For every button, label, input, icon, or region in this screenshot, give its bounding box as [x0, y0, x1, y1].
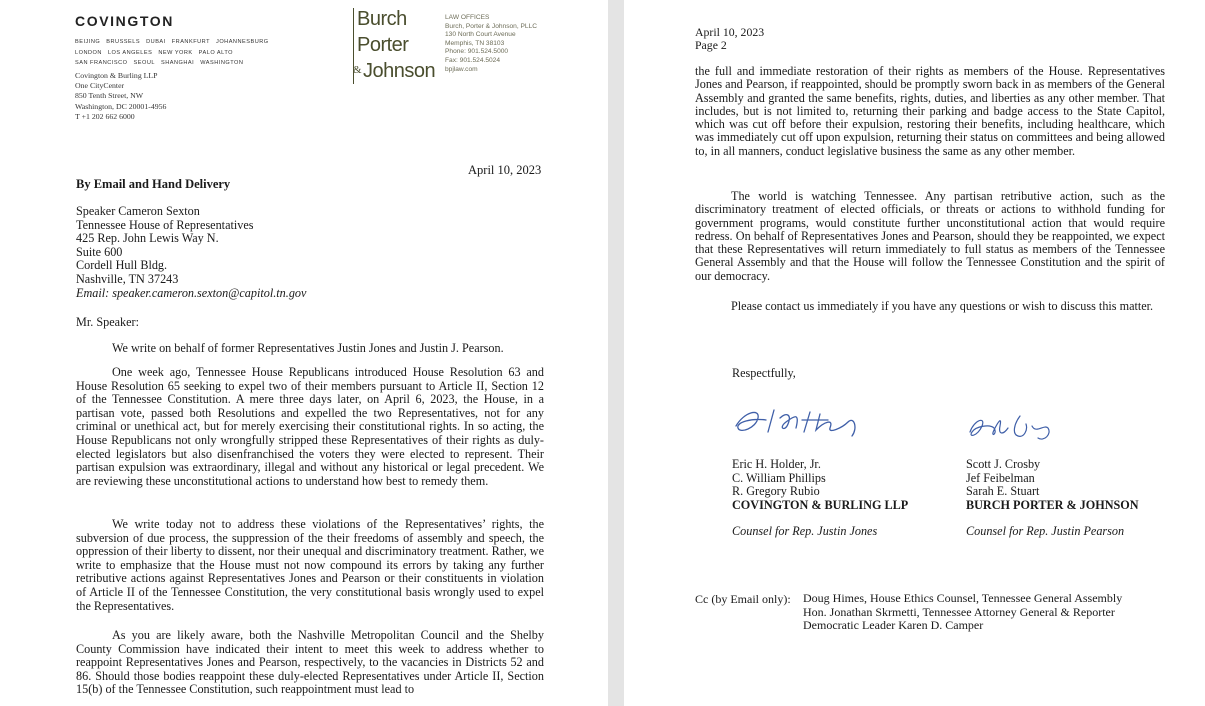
delivery-method: By Email and Hand Delivery	[76, 177, 231, 191]
paragraph: We write on behalf of former Representatives Justin Jones and Justin J. Pearson.	[112, 341, 504, 355]
counsel-line: Counsel for Rep. Justin Jones	[732, 524, 878, 538]
covington-cities-row: BEIJING BRUSSELS DUBAI FRANKFURT JOHANNESBURG	[75, 39, 269, 45]
salutation: Mr. Speaker:	[76, 315, 139, 329]
paragraph: One week ago, Tennessee House Republicans introduced House Resolution 63 and House Resolution 65 seeking to expel two of their members pursuant to Article II, Section 12 of the Tennessee Constitution. A mere three days later, on April 6, 2023, the House, in a partisan vote, passed both Resolutions and expelled the two Representatives, not for any criminal or unethical act, but for merely exercising their constitutional rights. In so acting, the House Republicans not only wrongfully stripped these Representatives of their rights as duly-elected legislators but also disenfranchised the voters they were elected to represent. Their partisan expulsion was extraordinary, illegal and without any historical or legal precedent. We are reviewing these unconstitutional actions to understand how best to remedy them.	[76, 365, 544, 488]
cc-recipient: Democratic Leader Karen D. Camper	[803, 618, 984, 633]
crosby-signature-icon	[964, 406, 1060, 446]
letter-date: April 10, 2023	[695, 25, 765, 39]
signature-block-left: Eric H. Holder, Jr. C. William Phillips R. Gregory Rubio COVINGTON & BURLING LLP Counsel for Rep. Justin Jones	[732, 457, 909, 538]
signature-block-right: Scott J. Crosby Jef Feibelman Sarah E. Stuart BURCH PORTER & JOHNSON Counsel for Rep. Justin Pearson	[966, 457, 1139, 538]
cc-list	[803, 592, 1122, 633]
paragraph: We write today not to address these violations of the Representatives’ rights, the subversion of due process, the suppression of the their freedoms of assembly and speech, the oppression of their liberty to dissent, nor their unequal and discriminatory treatment. Rather, we write to emphasize that the House must not now compound its errors by taking any further retributive actions against Representatives Jones and Pearson or their constituents in violation of Article II of the Tennessee Constitution, the very constitutional basis wrongly used to expel the Representatives.	[76, 517, 544, 613]
letter-page-2	[624, 0, 1205, 706]
paragraph: The world is watching Tennessee. Any partisan retributive action, such as the discriminatory treatment of elected officials, or threats or actions to withhold funding for government programs, would constitute further unconstitutional action that would require redress. On behalf of Representatives Jones and Pearson, should they be reappointed, we expect that these Representatives will return immediately to full status as members of the Tennessee General Assembly and that the House will follow the Tennessee Constitution and the spirit of our democracy.	[695, 189, 1165, 283]
covington-logo: COVINGTON	[75, 13, 174, 29]
page-number: Page 2	[695, 38, 727, 52]
firm-name: COVINGTON & BURLING LLP	[732, 497, 909, 512]
covington-cities	[75, 37, 275, 69]
cc-recipient: Doug Himes, House Ethics Counsel, Tennessee General Assembly	[803, 591, 1123, 605]
paragraph: the full and immediate restoration of their rights as members of the House. Representatives Jones and Pearson, if reappointed, should be promptly sworn back in as members of the General Assembly and granted the same benefits, rights, duties, and liberties as any other member. That includes, but is not limited to, returning their parking and badge access to the State Capitol, which was cut off before their expulsion, restoring their benefits, including healthcare, which was immediately cut off upon expulsion, returning their status on committees and being allowed to, in all manners, conduct legislative business the same as any other member.	[695, 64, 1165, 158]
paragraph: As you are likely aware, both the Nashville Metropolitan Council and the Shelby County Commission have indicated their intent to meet this week to address whether to reappoint Representatives Jones and Pearson, respectively, to the vacancies in Districts 52 and 86. Should those bodies reappoint these duly-elected Representatives under Article II, Section 15(b) of the Tennessee Constitution, such reappointment must lead to	[76, 628, 544, 697]
bpj-contact-info: LAW OFFICES Burch, Porter & Johnson, PLLC 130 North Court Avenue Memphis, TN 38103 Phone: 901.524.5000 Fax: 901.524.5024 bpjlaw.com	[445, 14, 537, 73]
closing: Respectfully,	[732, 366, 796, 380]
covington-cities-row: SAN FRANCISCO SEOUL SHANGHAI WASHINGTON	[75, 60, 244, 66]
recipient-email: Email: speaker.cameron.sexton@capitol.tn.gov	[76, 285, 307, 300]
counsel-line: Counsel for Rep. Justin Pearson	[966, 524, 1125, 538]
page-header	[695, 26, 764, 52]
recipient-address: Speaker Cameron Sexton Tennessee House of Representatives 425 Rep. John Lewis Way N. Suite 600 Cordell Hull Bldg. Nashville, TN 37243 Email: speaker.cameron.sexton@capitol.tn.gov	[76, 204, 307, 300]
cc-label: Cc (by Email only):	[695, 592, 791, 606]
holder-signature-icon	[730, 398, 868, 440]
firm-name: BURCH PORTER & JOHNSON	[966, 497, 1139, 512]
covington-address: Covington & Burling LLP One CityCenter 850 Tenth Street, NW Washington, DC 20001-4956 T +1 202 662 6000	[75, 71, 167, 121]
cc-recipient: Hon. Jonathan Skrmetti, Tennessee Attorney General & Reporter	[803, 604, 1115, 619]
covington-cities-row: LONDON LOS ANGELES NEW YORK PALO ALTO	[75, 49, 234, 56]
burch-porter-johnson-logo: Burch Porter & Johnson	[353, 8, 436, 82]
paragraph: Please contact us immediately if you have any questions or wish to discuss this matter.	[731, 299, 1154, 313]
letter-date: April 10, 2023	[468, 163, 542, 177]
